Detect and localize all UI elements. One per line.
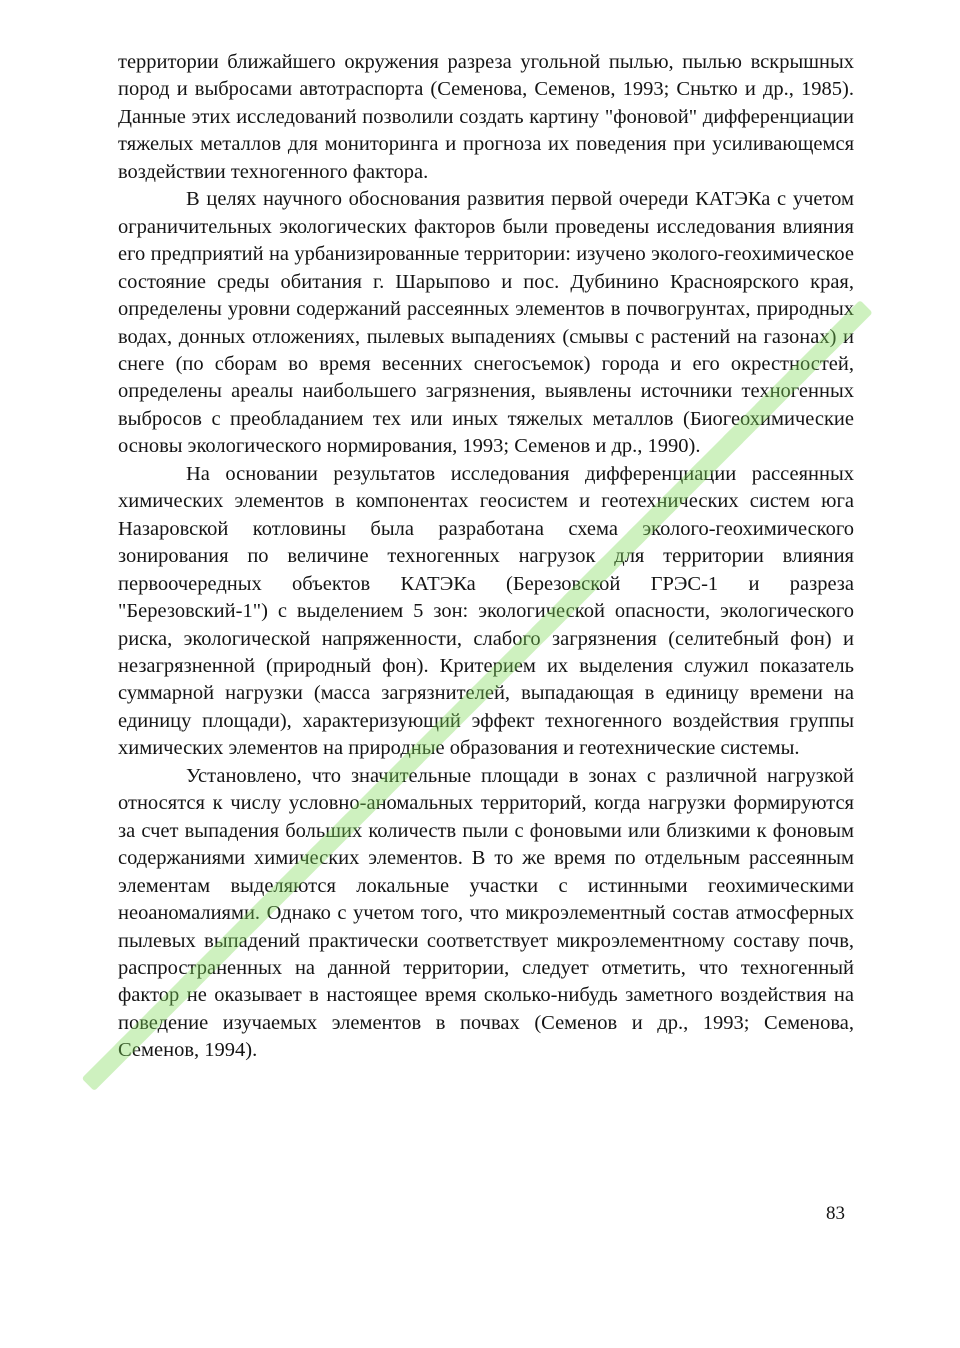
page-number: 83 — [826, 1203, 845, 1224]
paragraph-1-continued: территории ближайшего окружения разреза угольной пылью, пылью вскрышных пород и выбросами автотраспорта (Семенова, Семенов, 1993; Сньтко и др., 1985). Данные этих исследований позволили создать картину "фоновой" дифференциации тяжелых металлов для мониторинга и прогноза их поведения при усиливающемся воздействии техногенного фактора. — [118, 51, 854, 183]
page-body-text — [118, 49, 854, 1065]
paragraph-4: Установлено, что значительные площади в зонах с различной нагрузкой относятся к числу условно-аномальных территорий, когда нагрузки формируются за счет выпадения больших количеств пыли с фоновыми или близкими к фоновым содержаниями химических элементов. В то же время по отдельным рассеянным элементам выделяются локальные участки с истинными геохимическими неоаномалиями. Однако с учетом того, что микроэлементный состав атмосферных пылевых выпадений практически соответствует микроэлементному составу почв, распространенных на данной территории, следует отметить, что техногенный фактор не оказывает в настоящее время сколько-нибудь заметного воздействия на поведение изучаемых элементов в почвах (Семенов и др., 1993; Семенова, Семенов, 1994). — [118, 764, 854, 1062]
paragraph-2: В целях научного обоснования развития первой очереди КАТЭКа с учетом ограничительных экологических факторов были проведены исследования влияния его предприятий на урбанизированные территории: изучено эколого-геохимическое состояние среды обитания г. Шарыпово и пос. Дубинино Красноярского края, определены уровни содержаний рассеянных элементов в почвогрунтах, природных водах, донных отложениях, пылевых выпадениях (смывы с растений на газонах) и снеге (по сборам во время весенних снегосъемок) города и его окрестностей, определены ареалы наибольшего загрязнения, выявлены источники техногенных выбросов с преобладанием тех или иных тяжелых металлов (Биогеохимические основы экологического нормирования, 1993; Семенов и др., 1990). — [118, 188, 854, 458]
paragraph-3: На основании результатов исследования дифференциации рассеянных химических элементов в компонентах геосистем и геотехнических систем юга Назаровской котловины была разработана схема эколого-геохимического зонирования по величине техногенных нагрузок для территории влияния первоочередных объектов КАТЭКа (Березовской ГРЭС-1 и разреза "Березовский-1") с выделением 5 зон: экологической опасности, экологического риска, экологической напряженности, слабого загрязнения (селитебный фон) и незагрязненной (природный фон). Критерием их выделения служил показатель суммарной нагрузки (масса загрязнителей, выпадающая в единицу времени на единицу площади), характеризующий эффект техногенного воздействия группы химических элементов на природные образования и геотехнические системы. — [118, 462, 854, 760]
